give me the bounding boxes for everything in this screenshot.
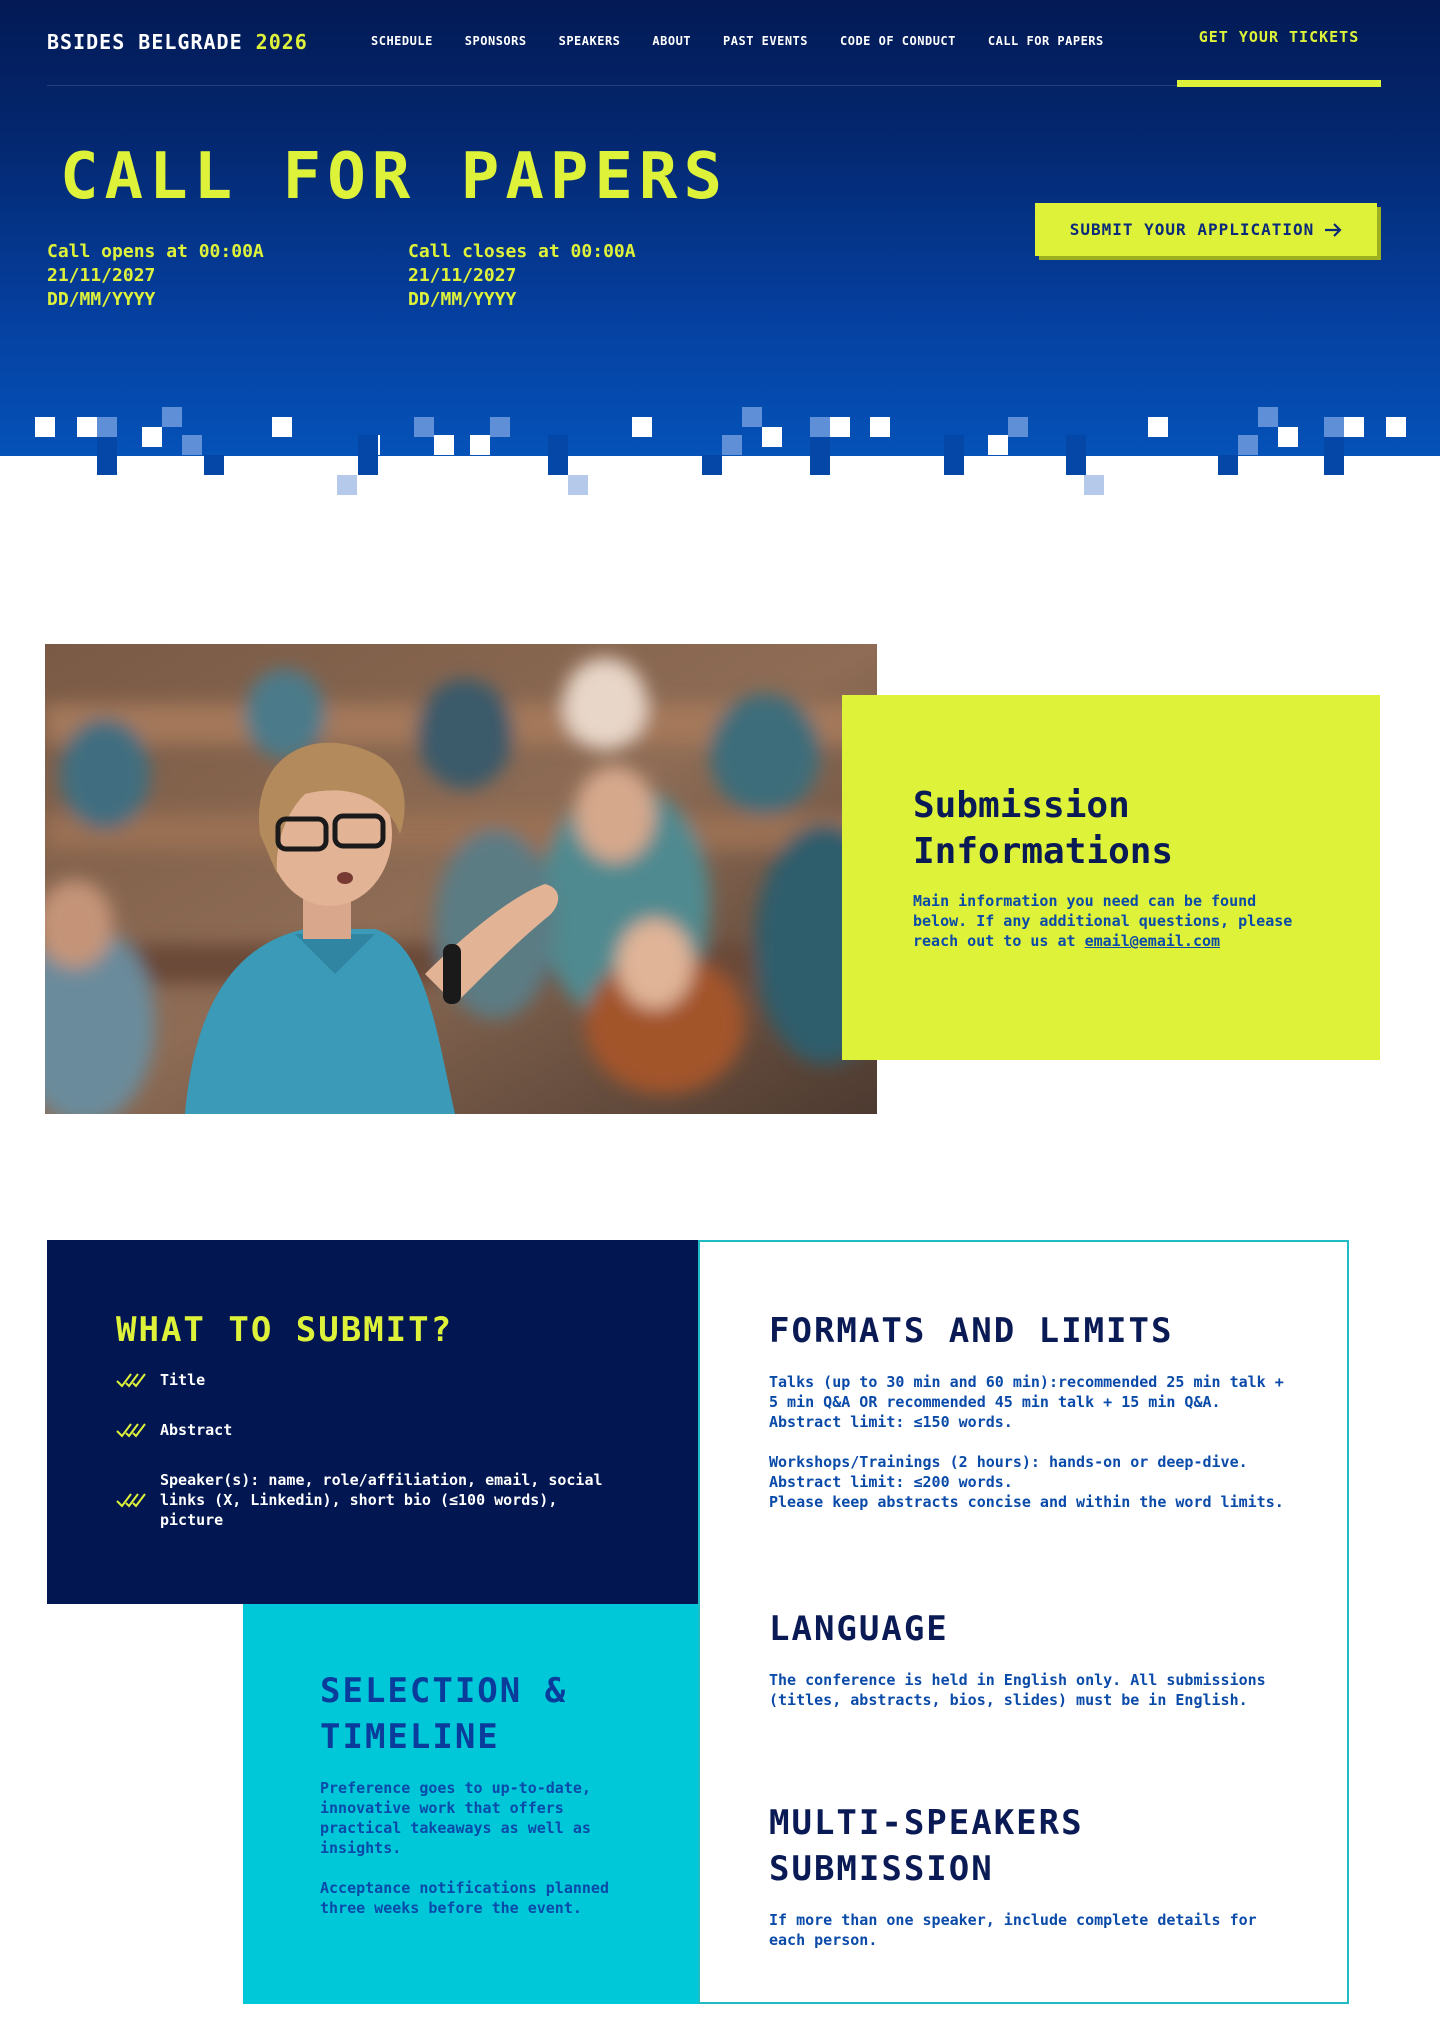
formats-title: FORMATS AND LIMITS xyxy=(769,1311,1174,1351)
submission-info-body: Main information you need can be found below. If any additional questions, please reach out to us at xyxy=(913,892,1293,950)
speaker-photo xyxy=(45,644,877,1114)
call-opens-date: 21/11/2027 xyxy=(47,265,156,286)
list-item-text: Abstract xyxy=(160,1421,233,1439)
what-to-submit-card xyxy=(47,1240,698,1604)
selection-timeline-title xyxy=(320,1668,567,1760)
hero-section xyxy=(0,0,1440,456)
language-text: The conference is held in English only. All submissions (titles, abstracts, bios, slides) must be in English. xyxy=(769,1671,1266,1709)
list-item xyxy=(116,1470,616,1530)
submit-application-label: SUBMIT YOUR APPLICATION xyxy=(1069,220,1315,239)
tickets-active-underline xyxy=(1177,80,1381,87)
double-check-icon xyxy=(116,1491,146,1509)
list-item-text: Title xyxy=(160,1371,206,1389)
call-opens-label: Call opens at 00:00A xyxy=(47,241,264,262)
brand-logo[interactable] xyxy=(47,30,308,54)
nav-link-call-for-papers[interactable]: CALL FOR PAPERS xyxy=(987,34,1104,48)
double-check-icon xyxy=(116,1421,146,1439)
pixel-border-decoration xyxy=(0,400,1440,500)
nav-link-sponsors[interactable]: SPONSORS xyxy=(464,34,527,48)
submission-info-text xyxy=(913,891,1313,951)
page-title: CALL FOR PAPERS xyxy=(60,140,728,214)
call-closes-info xyxy=(408,240,636,312)
multi-speakers-text: If more than one speaker, include complete details for each person. xyxy=(769,1911,1257,1949)
speaker-photo-illustration xyxy=(45,644,877,1114)
nav-links xyxy=(371,34,1136,48)
get-tickets-button[interactable]: GET YOUR TICKETS xyxy=(1198,28,1360,46)
double-check-icon xyxy=(116,1371,146,1389)
submission-info-title-line1: Submission xyxy=(913,785,1130,826)
formats-limits-card xyxy=(698,1240,1349,2004)
list-item xyxy=(116,1370,616,1390)
call-closes-date: 21/11/2027 xyxy=(408,265,517,286)
what-to-submit-list xyxy=(116,1370,616,1560)
list-item-text: Speaker(s): name, role/affiliation, email, social links (X, Linkedin), short bio (≤100 words), picture xyxy=(160,1471,603,1529)
selection-title-line2: TIMELINE xyxy=(320,1717,500,1757)
submission-info-title-line2: Informations xyxy=(913,831,1174,872)
nav-link-speakers[interactable]: SPEAKERS xyxy=(558,34,621,48)
brand-name: BSIDES BELGRADE xyxy=(47,30,243,54)
nav-link-past-events[interactable]: PAST EVENTS xyxy=(723,34,808,48)
multi-speakers-title-line1: MULTI-SPEAKERS xyxy=(769,1803,1084,1843)
what-to-submit-title: WHAT TO SUBMIT? xyxy=(116,1310,454,1350)
nav-link-about[interactable]: ABOUT xyxy=(652,34,692,48)
call-closes-format: DD/MM/YYYY xyxy=(408,289,517,310)
list-item xyxy=(116,1420,616,1440)
brand-year: 2026 xyxy=(255,30,308,54)
formats-talks-text: Talks (up to 30 min and 60 min):recommended 25 min talk + 5 min Q&A OR recommended 45 min talk + 15 min Q&A. Abstract limit: ≤150 words. xyxy=(769,1373,1284,1431)
selection-timeline-card xyxy=(243,1604,698,2004)
formats-workshops-text: Workshops/Trainings (2 hours): hands-on or deep-dive. Abstract limit: ≤200 words. Please keep abstracts concise and within the word limits. xyxy=(769,1453,1284,1511)
nav-link-code-of-conduct[interactable]: CODE OF CONDUCT xyxy=(840,34,956,48)
multi-speakers-title-line2: SUBMISSION xyxy=(769,1849,994,1889)
submission-info-title xyxy=(913,783,1173,875)
top-navigation xyxy=(47,0,1381,86)
selection-title-line1: SELECTION & xyxy=(320,1671,568,1711)
multi-speakers-title xyxy=(769,1800,1084,1892)
call-opens-format: DD/MM/YYYY xyxy=(47,289,156,310)
language-title: LANGUAGE xyxy=(769,1609,949,1649)
submit-application-button[interactable] xyxy=(1035,203,1377,256)
submission-info-card xyxy=(842,695,1380,1060)
contact-email-link[interactable]: email@email.com xyxy=(1084,932,1221,950)
selection-text-preference: Preference goes to up-to-date, innovative work that offers practical takeaways as well as insights. xyxy=(320,1779,591,1857)
nav-link-schedule[interactable]: SCHEDULE xyxy=(371,34,433,48)
call-opens-info xyxy=(47,240,264,312)
call-closes-label: Call closes at 00:00A xyxy=(408,241,636,262)
arrow-right-icon xyxy=(1324,223,1342,237)
selection-text-notifications: Acceptance notifications planned three weeks before the event. xyxy=(320,1879,609,1917)
